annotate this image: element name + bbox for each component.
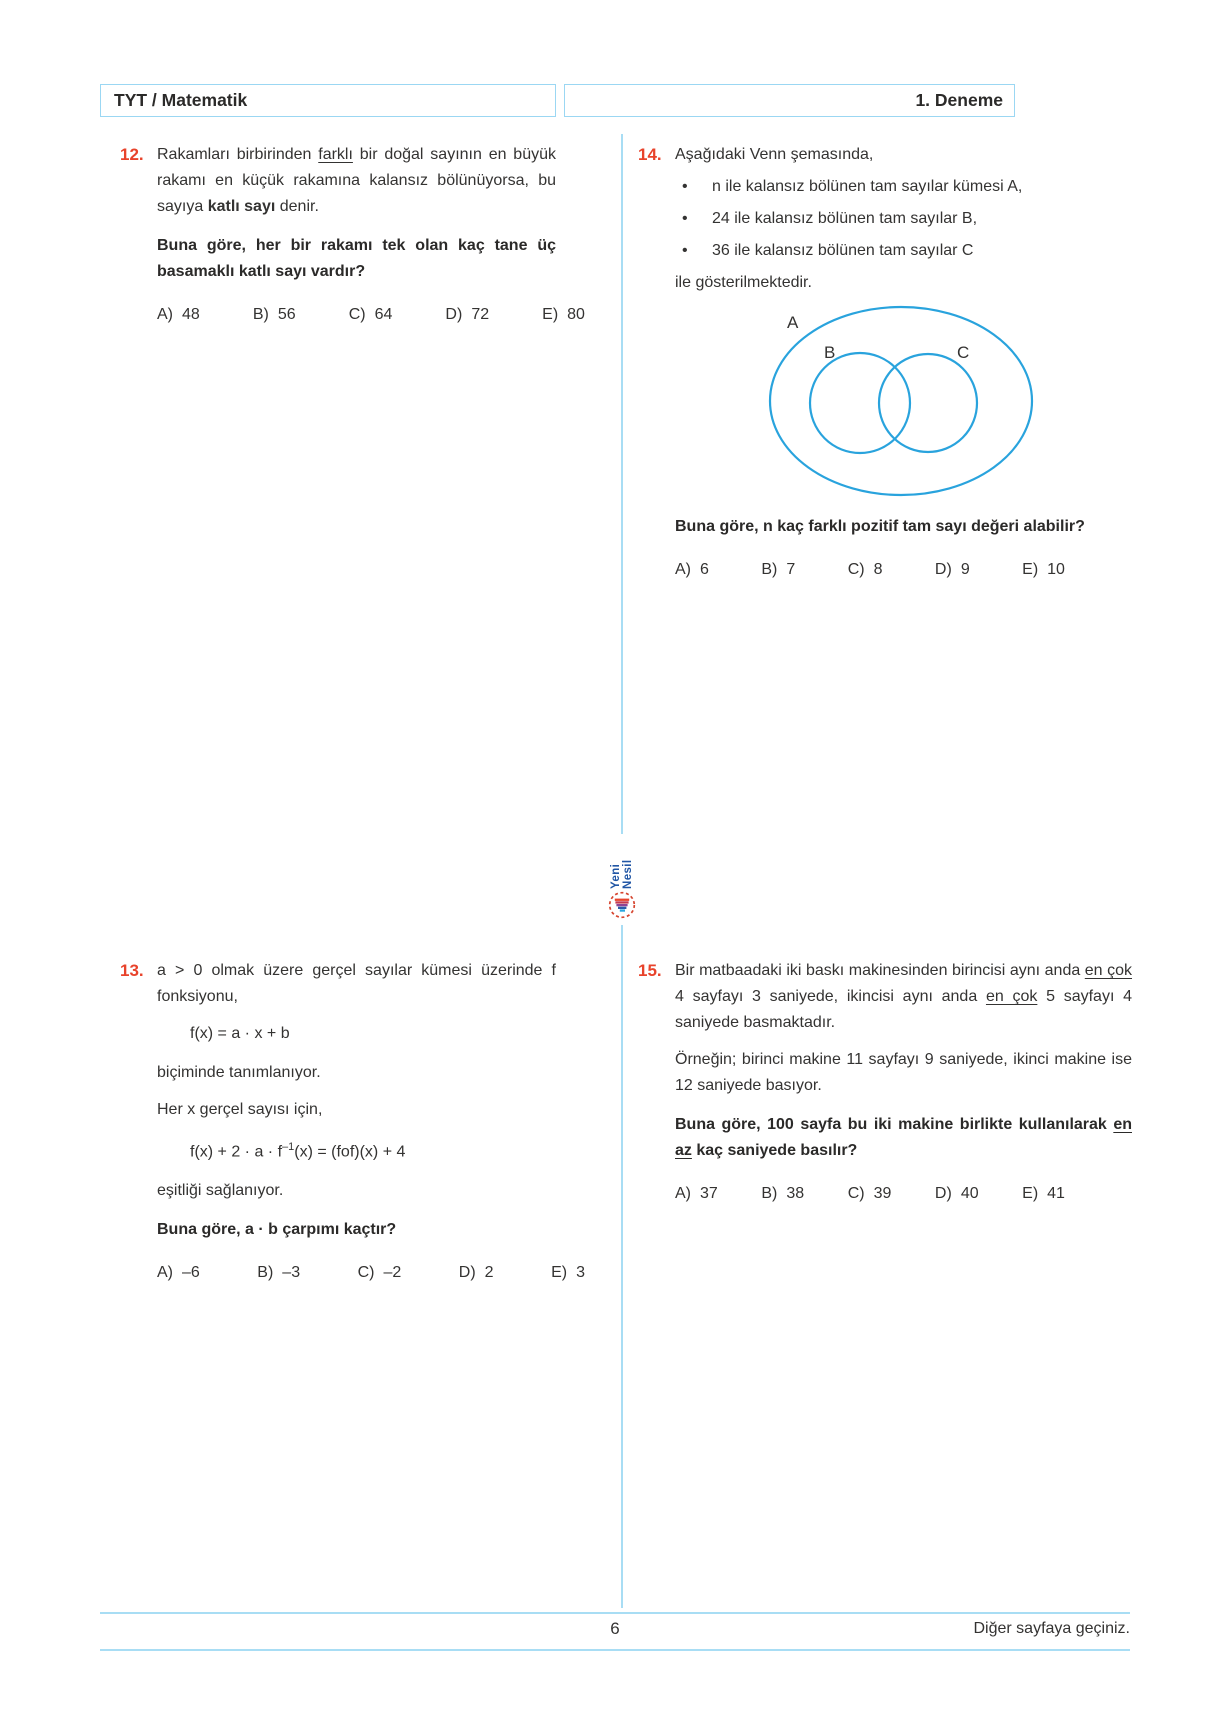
question-13-options	[157, 1260, 585, 1286]
column-divider-upper	[621, 134, 623, 834]
brand-name: Yeni Nesil	[610, 859, 634, 889]
question-12-prompt: Buna göre, her bir rakamı tek olan kaç tane üç basamaklı katlı sayı vardır?	[157, 237, 556, 280]
option-e: E) 41	[1022, 1185, 1065, 1202]
header-exam-box	[564, 84, 1015, 117]
option-c: C) 39	[847, 1185, 892, 1202]
question-13-text-1: a > 0 olmak üzere gerçel sayılar kümesi üzerinde f fonksiyonu,	[157, 962, 556, 1005]
question-15-text-1: Bir matbaadaki iki baskı makinesinden birincisi aynı anda en çok 4 sayfayı 3 saniyede, ikincisi aynı anda en çok 5 sayfayı 4 saniyede basmaktadır.	[675, 962, 1133, 1031]
option-c: C) –2	[357, 1264, 402, 1282]
bullet-dot: •	[682, 210, 688, 227]
bullet-item: • 36 ile kalansız bölünen tam sayılar C	[675, 238, 1132, 264]
question-15-number: 15.	[638, 961, 662, 980]
question-14	[638, 142, 1132, 583]
question-15-text-2: Örneğin; birinci makine 11 sayfayı 9 saniyede, ikinci makine ise 12 saniyede basıyor.	[675, 1051, 1132, 1094]
option-d: D) 40	[934, 1185, 979, 1202]
question-15	[638, 958, 1132, 1207]
question-15-options	[675, 1181, 1065, 1207]
question-12	[120, 142, 585, 328]
question-15-prompt: Buna göre, 100 sayfa bu iki makine birlikte kullanılarak en az kaç saniyede basılır?	[675, 1116, 1132, 1159]
option-c: C) 64	[348, 306, 393, 323]
yeni-nesil-logo	[597, 831, 647, 925]
exam-title: 1. Deneme	[915, 90, 1003, 110]
option-b: B) 56	[252, 306, 296, 323]
question-12-number: 12.	[120, 145, 144, 164]
option-b: B) –3	[257, 1264, 301, 1282]
venn-diagram	[765, 302, 1037, 500]
next-page-note: Diğer sayfaya geçiniz.	[973, 1620, 1130, 1637]
question-13-text-3: Her x gerçel sayısı için,	[157, 1101, 323, 1118]
venn-label-b: B	[824, 343, 836, 362]
footer-rule-top	[100, 1612, 1130, 1614]
option-e: E) 3	[551, 1264, 585, 1282]
question-13	[120, 958, 585, 1286]
venn-label-a: A	[787, 313, 799, 332]
option-c: C) 8	[847, 561, 883, 578]
question-14-prompt: Buna göre, n kaç farklı pozitif tam sayı değeri alabilir?	[675, 518, 1085, 535]
question-13-prompt: Buna göre, a · b çarpımı kaçtır?	[157, 1221, 397, 1239]
option-a: A) 48	[157, 306, 200, 323]
option-b: B) 7	[761, 561, 796, 578]
question-13-number: 13.	[120, 961, 144, 980]
option-d: D) 72	[445, 306, 490, 323]
question-13-formula-2: $f(x) + 2 \cdot a \cdot f^{-1}(x) = (fof)(x) + 4$	[190, 1141, 406, 1161]
page-number: 6	[610, 1619, 620, 1638]
option-e: E) 80	[542, 306, 585, 323]
question-14-number: 14.	[638, 145, 662, 164]
header-subject-box	[100, 84, 556, 117]
option-a: A) –6	[157, 1264, 200, 1282]
option-a: A) 6	[675, 561, 709, 578]
question-13-formula-1: f(x) = a · x + b	[190, 1025, 290, 1042]
question-12-options	[157, 302, 585, 328]
option-d: D) 2	[458, 1264, 494, 1282]
column-divider-lower	[621, 925, 623, 1608]
option-a: A) 37	[675, 1185, 718, 1202]
question-14-after: ile gösterilmektedir.	[675, 274, 812, 291]
question-14-options	[675, 557, 1065, 583]
bullet-dot: •	[682, 242, 688, 259]
option-d: D) 9	[934, 561, 970, 578]
bullet-dot: •	[682, 178, 688, 195]
subject-title: TYT / Matematik	[114, 90, 248, 110]
option-b: B) 38	[761, 1185, 805, 1202]
venn-label-c: C	[957, 343, 970, 362]
question-14-bullets	[675, 174, 1132, 264]
footer-rule-bottom	[100, 1649, 1130, 1651]
yeni-nesil-icon	[608, 891, 636, 919]
question-13-text-4: eşitliği sağlanıyor.	[157, 1182, 284, 1200]
option-e: E) 10	[1022, 561, 1065, 578]
question-12-text: Rakamları birbirinden farklı bir doğal sayının en büyük rakamı en küçük rakamına kalansız bölünüyorsa, bu sayıya katlı sayı denir.	[157, 146, 556, 215]
bullet-item: • 24 ile kalansız bölünen tam sayılar B,	[675, 206, 1132, 232]
question-13-text-2: biçiminde tanımlanıyor.	[157, 1064, 321, 1081]
bullet-item: • n ile kalansız bölünen tam sayılar kümesi A,	[675, 174, 1132, 200]
question-14-intro: Aşağıdaki Venn şemasında,	[675, 146, 874, 163]
